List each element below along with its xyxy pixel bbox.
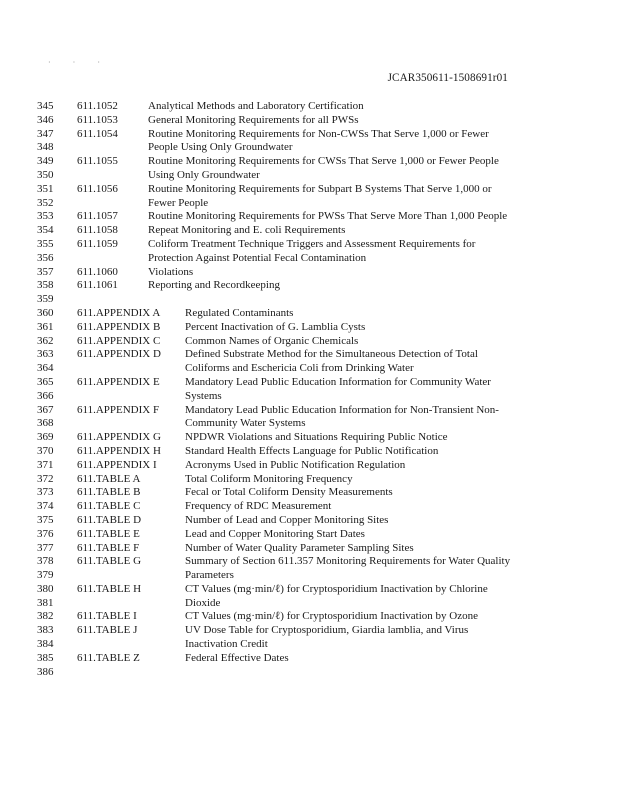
line-number: 376 bbox=[37, 527, 54, 540]
toc-line bbox=[0, 155, 618, 169]
section-number: 611.APPENDIX F bbox=[77, 403, 160, 416]
line-number: 365 bbox=[37, 375, 54, 388]
line-number: 357 bbox=[37, 265, 54, 278]
section-title: Inactivation Credit bbox=[185, 638, 268, 651]
section-number: 611.TABLE C bbox=[77, 500, 141, 513]
section-number: 611.1061 bbox=[77, 279, 118, 292]
table-of-contents bbox=[0, 100, 618, 679]
line-number: 381 bbox=[37, 596, 54, 609]
section-title: Total Coliform Monitoring Frequency bbox=[185, 472, 353, 485]
toc-line bbox=[0, 169, 618, 183]
toc-line bbox=[0, 500, 618, 514]
section-title: Number of Water Quality Parameter Sampling Sites bbox=[185, 541, 414, 554]
line-number: 378 bbox=[37, 555, 54, 568]
scan-specks: · · · bbox=[48, 58, 110, 67]
line-number: 366 bbox=[37, 389, 54, 402]
section-number: 611.1057 bbox=[77, 210, 118, 223]
line-number: 385 bbox=[37, 651, 54, 664]
section-title: Routine Monitoring Requirements for Subpart B Systems That Serve 1,000 or bbox=[148, 182, 492, 195]
section-title: Mandatory Lead Public Education Information for Community Water bbox=[185, 375, 491, 388]
toc-line bbox=[0, 638, 618, 652]
section-title: Routine Monitoring Requirements for PWSs That Serve More Than 1,000 People bbox=[148, 210, 508, 223]
line-number: 351 bbox=[37, 182, 54, 195]
line-number: 380 bbox=[37, 582, 54, 595]
section-number: 611.TABLE I bbox=[77, 610, 137, 623]
toc-line bbox=[0, 128, 618, 142]
toc-line bbox=[0, 514, 618, 528]
section-number: 611.APPENDIX H bbox=[77, 444, 161, 457]
toc-line bbox=[0, 624, 618, 638]
toc-line bbox=[0, 197, 618, 211]
line-number: 373 bbox=[37, 486, 54, 499]
section-number: 611.APPENDIX B bbox=[77, 320, 161, 333]
section-title: Fecal or Total Coliform Density Measurements bbox=[185, 486, 393, 499]
section-title: Federal Effective Dates bbox=[185, 651, 289, 664]
line-number: 348 bbox=[37, 141, 54, 154]
toc-line bbox=[0, 224, 618, 238]
line-number: 345 bbox=[37, 100, 54, 112]
section-title: Frequency of RDC Measurement bbox=[185, 500, 332, 513]
section-title: Protection Against Potential Fecal Contamination bbox=[148, 251, 367, 264]
line-number: 361 bbox=[37, 320, 54, 333]
section-number: 611.1058 bbox=[77, 224, 118, 237]
section-title: Routine Monitoring Requirements for Non-CWSs That Serve 1,000 or Fewer bbox=[148, 127, 489, 140]
section-number: 611.TABLE D bbox=[77, 513, 142, 526]
toc-line bbox=[0, 141, 618, 155]
line-number: 359 bbox=[37, 293, 54, 306]
section-title: Lead and Copper Monitoring Start Dates bbox=[185, 527, 365, 540]
section-title: Using Only Groundwater bbox=[148, 168, 260, 181]
section-title: Routine Monitoring Requirements for CWSs That Serve 1,000 or Fewer People bbox=[148, 155, 499, 168]
toc-line bbox=[0, 252, 618, 266]
section-number: 611.1056 bbox=[77, 182, 118, 195]
toc-line bbox=[0, 183, 618, 197]
line-number: 369 bbox=[37, 431, 54, 444]
line-number: 362 bbox=[37, 334, 54, 347]
toc-line bbox=[0, 583, 618, 597]
line-number: 355 bbox=[37, 237, 54, 250]
line-number: 360 bbox=[37, 306, 54, 319]
toc-line bbox=[0, 652, 618, 666]
line-number: 371 bbox=[37, 458, 54, 471]
line-number: 367 bbox=[37, 403, 54, 416]
toc-line bbox=[0, 486, 618, 500]
document-id: JCAR350611-1508691r01 bbox=[387, 72, 508, 84]
toc-line bbox=[0, 610, 618, 624]
section-title: Analytical Methods and Laboratory Certification bbox=[148, 100, 364, 112]
toc-line bbox=[0, 473, 618, 487]
toc-line bbox=[0, 279, 618, 293]
line-number: 379 bbox=[37, 569, 54, 582]
section-number: 611.APPENDIX D bbox=[77, 348, 161, 361]
toc-line bbox=[0, 210, 618, 224]
section-number: 611.1054 bbox=[77, 127, 118, 140]
section-title: Coliform Treatment Technique Triggers and Assessment Requirements for bbox=[148, 237, 476, 250]
section-title: Fewer People bbox=[148, 196, 209, 209]
section-title: Percent Inactivation of G. Lamblia Cysts bbox=[185, 320, 366, 333]
toc-line bbox=[0, 238, 618, 252]
line-number: 346 bbox=[37, 113, 54, 126]
toc-line bbox=[0, 362, 618, 376]
section-number: 611.1059 bbox=[77, 237, 118, 250]
toc-line bbox=[0, 376, 618, 390]
section-number: 611.TABLE Z bbox=[77, 651, 140, 664]
toc-line bbox=[0, 528, 618, 542]
section-number: 611.TABLE A bbox=[77, 472, 141, 485]
section-number: 611.APPENDIX C bbox=[77, 334, 161, 347]
line-number: 347 bbox=[37, 127, 54, 140]
toc-line bbox=[0, 390, 618, 404]
toc-line bbox=[0, 597, 618, 611]
line-number: 368 bbox=[37, 417, 54, 430]
section-number: 611.1052 bbox=[77, 100, 118, 112]
line-number: 383 bbox=[37, 624, 54, 637]
section-number: 611.APPENDIX G bbox=[77, 431, 161, 444]
section-number: 611.TABLE H bbox=[77, 582, 142, 595]
section-number: 611.1060 bbox=[77, 265, 118, 278]
section-number: 611.APPENDIX A bbox=[77, 306, 161, 319]
section-number: 611.1055 bbox=[77, 155, 118, 168]
line-number: 386 bbox=[37, 665, 54, 678]
section-title: People Using Only Groundwater bbox=[148, 141, 293, 154]
section-title: Number of Lead and Copper Monitoring Sites bbox=[185, 513, 389, 526]
toc-line bbox=[0, 542, 618, 556]
line-number: 358 bbox=[37, 279, 54, 292]
section-title: Common Names of Organic Chemicals bbox=[185, 334, 359, 347]
section-title: Standard Health Effects Language for Public Notification bbox=[185, 444, 439, 457]
line-number: 375 bbox=[37, 513, 54, 526]
toc-line bbox=[0, 348, 618, 362]
section-title: Dioxide bbox=[185, 596, 221, 609]
section-title: Parameters bbox=[185, 569, 234, 582]
section-title: CT Values (mg·min/ℓ) for Cryptosporidium Inactivation by Ozone bbox=[185, 610, 478, 623]
section-number: 611.TABLE G bbox=[77, 555, 142, 568]
line-number: 377 bbox=[37, 541, 54, 554]
toc-line bbox=[0, 307, 618, 321]
section-title: Violations bbox=[148, 265, 194, 278]
line-number: 354 bbox=[37, 224, 54, 237]
section-number: 611.1053 bbox=[77, 113, 118, 126]
section-title: Summary of Section 611.357 Monitoring Requirements for Water Quality bbox=[185, 555, 511, 568]
toc-line bbox=[0, 555, 618, 569]
line-number: 350 bbox=[37, 168, 54, 181]
line-number: 364 bbox=[37, 362, 54, 375]
line-number: 352 bbox=[37, 196, 54, 209]
line-number: 363 bbox=[37, 348, 54, 361]
section-title: Community Water Systems bbox=[185, 417, 306, 430]
section-number: 611.APPENDIX I bbox=[77, 458, 157, 471]
section-title: Systems bbox=[185, 389, 222, 402]
section-title: Regulated Contaminants bbox=[185, 306, 294, 319]
section-title: General Monitoring Requirements for all PWSs bbox=[148, 113, 359, 126]
section-title: Reporting and Recordkeeping bbox=[148, 279, 280, 292]
toc-line bbox=[0, 114, 618, 128]
section-title: NPDWR Violations and Situations Requiring Public Notice bbox=[185, 431, 448, 444]
section-title: Mandatory Lead Public Education Information for Non-Transient Non- bbox=[185, 403, 499, 416]
section-title: UV Dose Table for Cryptosporidium, Giardia lamblia, and Virus bbox=[185, 624, 469, 637]
toc-line bbox=[0, 404, 618, 418]
toc-line bbox=[0, 100, 618, 114]
section-title: Acronyms Used in Public Notification Regulation bbox=[185, 458, 406, 471]
toc-line bbox=[0, 459, 618, 473]
line-number: 370 bbox=[37, 444, 54, 457]
toc-line bbox=[0, 445, 618, 459]
line-number: 349 bbox=[37, 155, 54, 168]
line-number: 353 bbox=[37, 210, 54, 223]
line-number: 384 bbox=[37, 638, 54, 651]
section-title: CT Values (mg·min/ℓ) for Cryptosporidium Inactivation by Chlorine bbox=[185, 582, 488, 595]
toc-line bbox=[0, 666, 618, 680]
line-number: 382 bbox=[37, 610, 54, 623]
section-title: Coliforms and Eschericia Coli from Drinking Water bbox=[185, 362, 414, 375]
toc-line bbox=[0, 431, 618, 445]
toc-line bbox=[0, 417, 618, 431]
section-title: Repeat Monitoring and E. coli Requirements bbox=[148, 224, 346, 237]
section-number: 611.APPENDIX E bbox=[77, 375, 160, 388]
section-number: 611.TABLE E bbox=[77, 527, 140, 540]
toc-line bbox=[0, 321, 618, 335]
section-number: 611.TABLE F bbox=[77, 541, 140, 554]
line-number: 374 bbox=[37, 500, 54, 513]
line-number: 356 bbox=[37, 251, 54, 264]
toc-line bbox=[0, 266, 618, 280]
line-number: 372 bbox=[37, 472, 54, 485]
toc-line bbox=[0, 569, 618, 583]
toc-line bbox=[0, 293, 618, 307]
toc-line bbox=[0, 335, 618, 349]
section-number: 611.TABLE B bbox=[77, 486, 141, 499]
section-title: Defined Substrate Method for the Simultaneous Detection of Total bbox=[185, 348, 478, 361]
section-number: 611.TABLE J bbox=[77, 624, 138, 637]
